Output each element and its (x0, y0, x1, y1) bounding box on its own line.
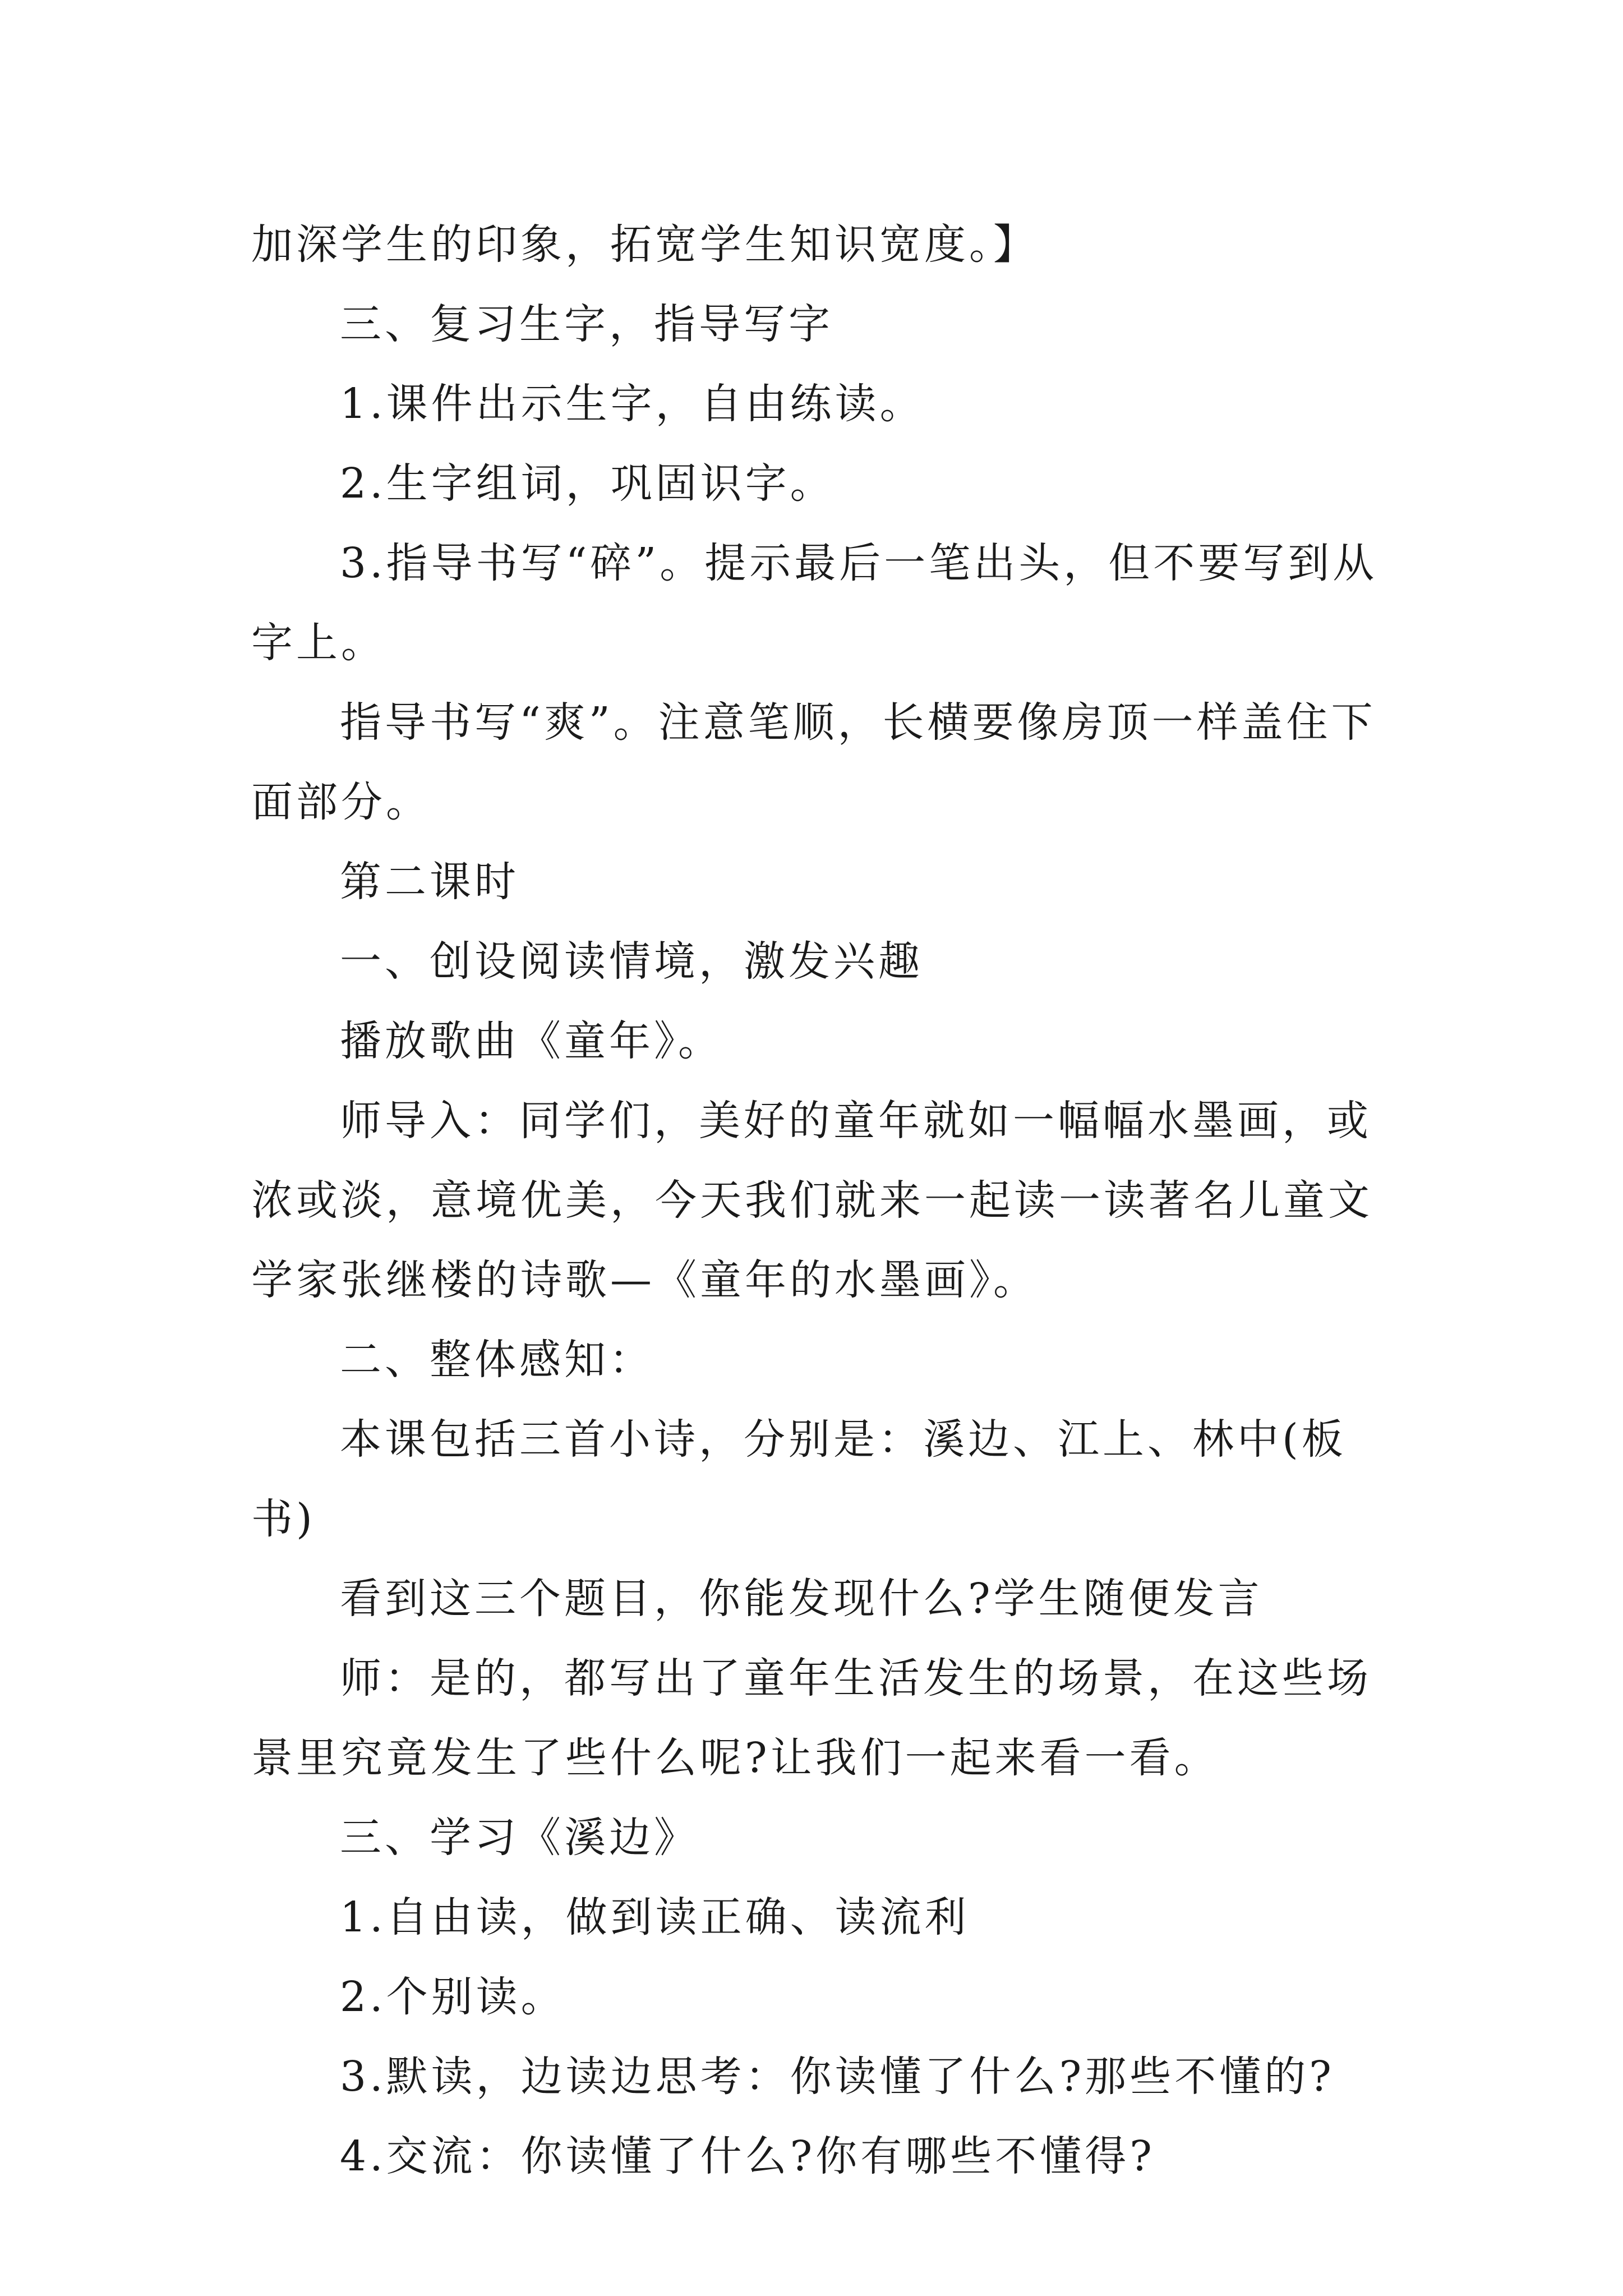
section-heading: 三、学习《溪边》 (340, 1814, 699, 1862)
list-item: 3.默读，边读边思考：你读懂了什么?那些不懂的? (340, 2053, 1335, 2101)
paragraph: 播放歌曲《童年》。 (340, 1017, 723, 1065)
section-heading: 一、创设阅读情境，激发兴趣 (340, 937, 923, 986)
list-item: 2.个别读。 (340, 1973, 566, 2021)
paragraph-continuation: 加深学生的印象，拓宽学生知识宽度。】 (251, 220, 1038, 269)
paragraph: 本课包括三首小诗，分别是：溪边、江上、林中(板书) (251, 1415, 1347, 1543)
list-item: 2.生字组词，巩固识字。 (340, 459, 835, 508)
list-item: 3.指导书写“碎”。提示最后一笔出头，但不要写到从字上。 (251, 539, 1378, 667)
paragraph: 看到这三个题目，你能发现什么?学生随便发言 (340, 1575, 1263, 1623)
paragraph: 师：是的，都写出了童年生活发生的场景，在这些场景里究竟发生了些什么呢?让我们一起来看一看。 (251, 1654, 1372, 1782)
list-item: 4.交流：你读懂了什么?你有哪些不懂得? (340, 2132, 1155, 2180)
section-heading: 二、整体感知： (340, 1336, 654, 1384)
lesson-heading: 第二课时 (340, 858, 519, 906)
section-heading-review: 三、复习生字，指导写字 (340, 300, 833, 348)
list-item: 1.自由读，做到读正确、读流利 (340, 1893, 970, 1941)
list-item: 1.课件出示生字，自由练读。 (340, 380, 925, 428)
paragraph: 指导书写“爽”。注意笔顺，长横要像房顶一样盖住下面部分。 (251, 698, 1376, 826)
paragraph: 师导入：同学们，美好的童年就如一幅幅水墨画，或浓或淡，意境优美，今天我们就来一起读一读著名儿童文学家张继楼的诗歌—《童年的水墨画》。 (251, 1097, 1373, 1304)
document-body (251, 205, 1401, 2196)
